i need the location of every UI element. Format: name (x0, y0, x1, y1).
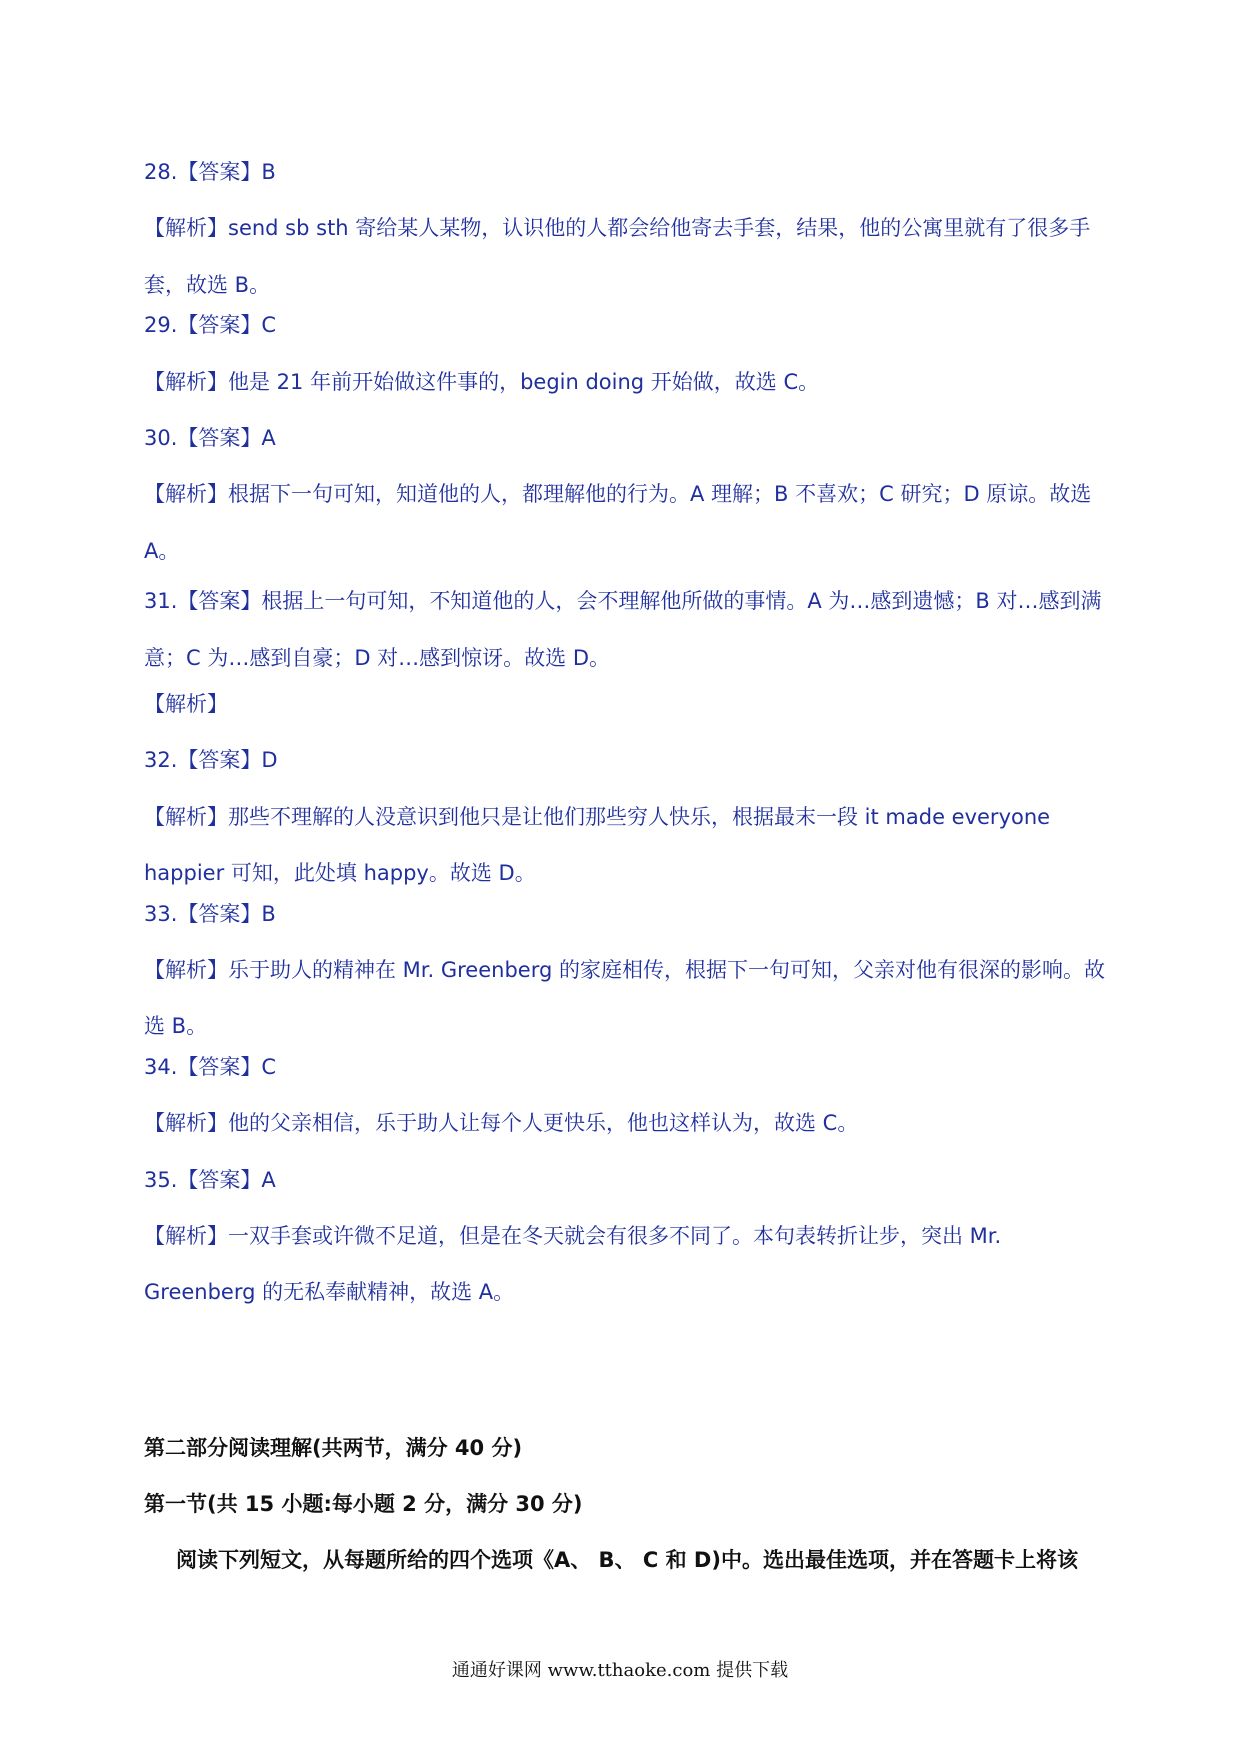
answer-35: 35.【答案】A (144, 1167, 276, 1192)
footer-text: 通通好课网 www.tthaoke.com 提供下载 (451, 1660, 789, 1681)
answer-29: 29.【答案】C (144, 313, 277, 338)
analysis-33: 【解析】乐于助人的精神在 Mr. Greenberg 的家庭相传，根据下一句可知，父亲对他有很深的影响。故选 B。 (144, 957, 1105, 1039)
part-title: 第二部分阅读理解(共两节，满分 40 分) (144, 1436, 523, 1460)
analysis-30: 【解析】根据下一句可知，知道他的人，都理解他的行为。A 理解；B 不喜欢；C 研究；D 原谅。故选 A。 (144, 482, 1092, 563)
analysis-35: 【解析】一双手套或许微不足道，但是在冬天就会有很多不同了。本句表转折让步，突出 Mr. Greenberg 的无私奉献精神，故选 A。 (144, 1223, 1002, 1305)
instruction-text: 阅读下列短文，从每题所给的四个选项《A、 B、 C 和 D)中。选出最佳选项，并在答题卡上将该 (176, 1548, 1078, 1572)
answer-33: 33.【答案】B (144, 901, 276, 926)
section-title: 第一节(共 15 小题:每小题 2 分，满分 30 分) (144, 1492, 583, 1516)
analysis-32: 【解析】那些不理解的人没意识到他只是让他们那些穷人快乐，根据最末一段 it made everyone happier 可知，此处填 happy。故选 D。 (144, 804, 1051, 886)
analysis-29: 【解析】他是 21 年前开始做这件事的，begin doing 开始做，故选 C。 (144, 369, 820, 394)
answer-list (144, 154, 1112, 1321)
analysis-31: 【解析】 (144, 692, 228, 716)
answer-32: 32.【答案】D (144, 748, 278, 773)
answer-28: 28.【答案】B (144, 160, 276, 184)
analysis-34: 【解析】他的父亲相信，乐于助人让每个人更快乐，他也这样认为，故选 C。 (144, 1111, 859, 1136)
analysis-28: 【解析】send sb sth 寄给某人某物，认识他的人都会给他寄去手套，结果，他的公寓里就有了很多手套，故选 B。 (144, 216, 1091, 297)
answer-34: 34.【答案】C (144, 1054, 277, 1079)
answer-31: 31.【答案】根据上一句可知，不知道他的人，会不理解他所做的事情。A 为…感到遗憾；B 对…感到满意；C 为…感到自豪；D 对…感到惊讶。故选 D。 (144, 589, 1102, 670)
answer-30: 30.【答案】A (144, 425, 276, 450)
